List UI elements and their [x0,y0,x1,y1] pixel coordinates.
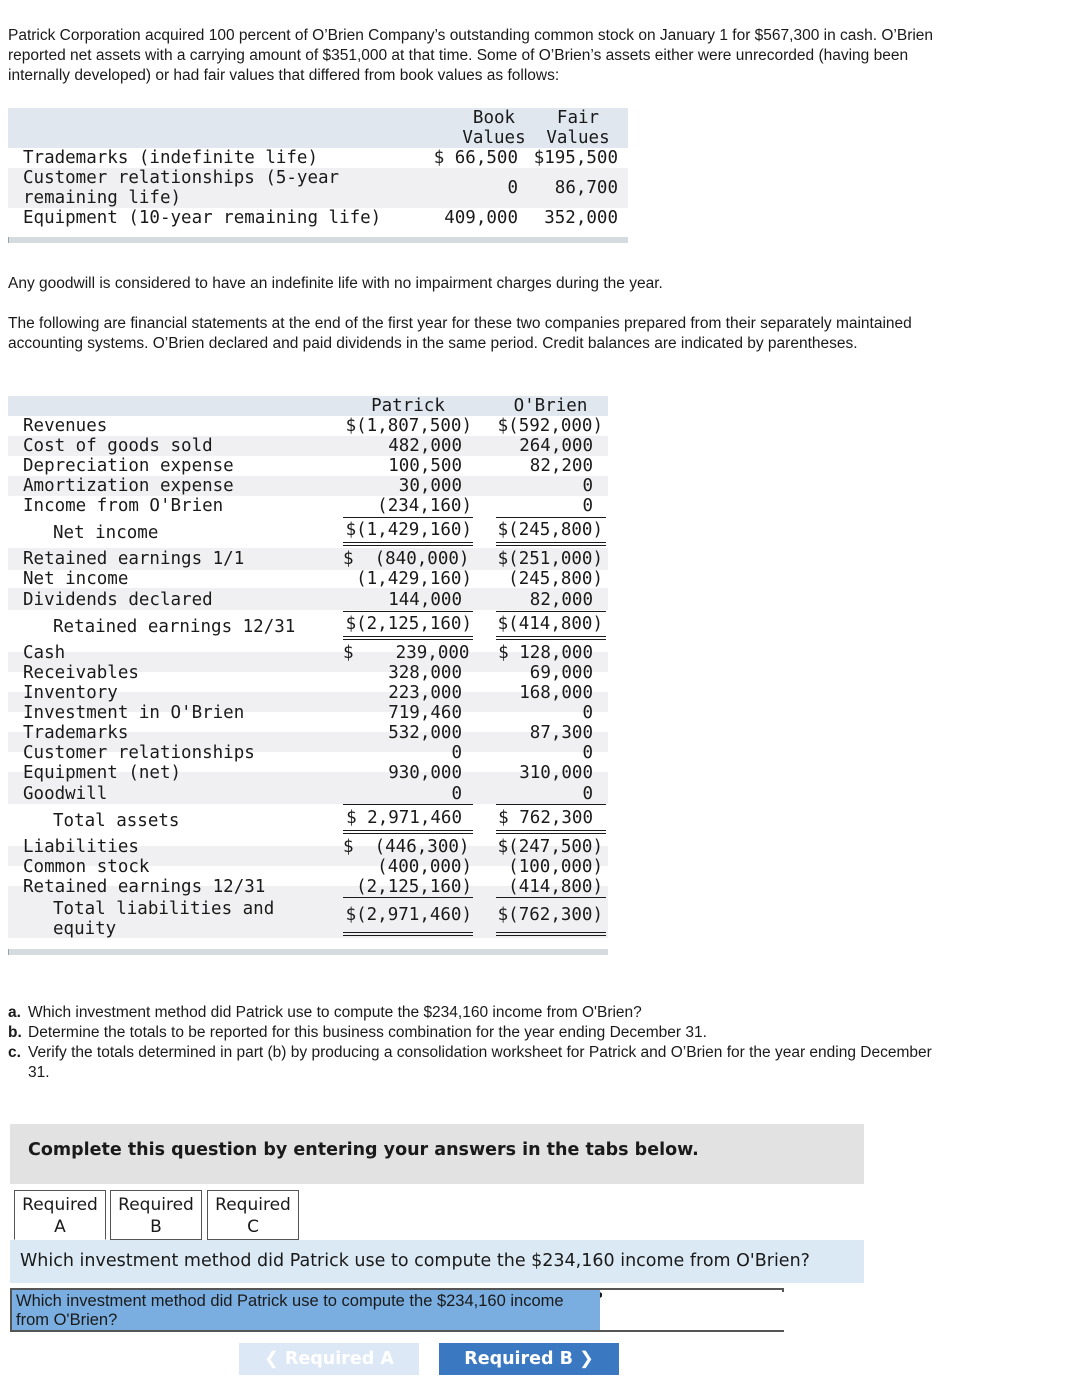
obrien-value: $(762,300) [497,905,603,925]
tab-sublabel: C [247,1217,259,1237]
tab-sublabel: A [54,1217,66,1237]
book-value: 0 [507,178,518,198]
patrick-value: $ (840,000) [343,549,470,569]
question-letter: c. [8,1044,21,1061]
book-value: 409,000 [444,208,518,228]
patrick-value: 223,000 [388,683,462,703]
row-label-subtotal: Net income [53,523,159,543]
tab-question-text: Which investment method did Patrick use to compute the $234,160 income from O'Brien? [20,1251,810,1271]
tab-label: Required [22,1195,98,1215]
fair-value-table [8,108,628,240]
underline [496,897,606,898]
row-label: Income from O'Brien [23,496,224,516]
question-list [8,1003,938,1083]
row-label: Net income [23,569,129,589]
patrick-value: 100,500 [388,456,462,476]
row-label-subtotal: Total assets [53,811,180,831]
tab-required-a[interactable] [14,1190,106,1240]
obrien-value: $(592,000) [497,416,603,436]
row-label: Amortization expense [23,476,234,496]
question-b [8,1023,938,1043]
patrick-value: 0 [451,743,462,763]
obrien-value: 87,300 [529,723,593,743]
row-label: Depreciation expense [23,456,234,476]
patrick-value: 532,000 [388,723,462,743]
chevron-left-icon: ❮ [264,1349,279,1369]
patrick-value: 328,000 [388,663,462,683]
obrien-value: 168,000 [519,683,593,703]
answer-label: Which investment method did Patrick use to compute the $234,160 income from O'Brien? [12,1290,600,1330]
double-underline [343,830,473,834]
next-required-button[interactable] [439,1343,619,1375]
row-label: Inventory [23,683,118,703]
patrick-value: $ 2,971,460 [346,808,462,828]
obrien-value: $(251,000) [497,549,603,569]
obrien-value: 82,000 [529,590,593,610]
chevron-right-icon: ❯ [579,1349,594,1369]
obrien-value: 69,000 [529,663,593,683]
obrien-value: $ 128,000 [498,643,593,663]
problem-intro: Patrick Corporation acquired 100 percent of O’Brien Company’s outstanding common stock on January 1 for $567,300 in cash. O’Brien reported net assets with a carrying amount of $351,000 at that time. Some of O’Brien’s assets either were unrecorded (having been internally developed) or had fair values that differed from book values as follows: [8,27,934,84]
tab-required-b[interactable] [110,1190,202,1240]
fair-value: 352,000 [544,208,618,228]
question-letter: b. [8,1024,22,1041]
row-label: Equipment (net) [23,763,182,783]
row-label: Customer relationships (5-year remaining life) [23,168,340,208]
question-c [8,1043,938,1083]
obrien-value: (245,800) [508,569,603,589]
underline [343,517,473,518]
row-label: Goodwill [23,784,108,804]
obrien-value: 82,200 [529,456,593,476]
row-label: Customer relationships [23,743,255,763]
patrick-value: (234,160) [377,496,472,516]
col-header-book-1: Book [472,108,516,128]
obrien-value: $(414,800) [497,614,603,634]
patrick-value: 144,000 [388,590,462,610]
obrien-value: 0 [582,784,593,804]
obrien-value: (100,000) [508,857,603,877]
patrick-value: $(1,429,160) [345,520,472,540]
obrien-value: $(247,500) [497,837,603,857]
col-header-fair-1: Fair [556,108,600,128]
row-label: Revenues [23,416,108,436]
table-bottom-rule [8,949,608,955]
patrick-value: $ (446,300) [343,837,470,857]
obrien-value: 0 [582,743,593,763]
patrick-value: 30,000 [398,476,462,496]
obrien-value: 0 [582,496,593,516]
underline [343,804,473,805]
patrick-value: 482,000 [388,436,462,456]
answer-row [10,1288,784,1332]
fair-value: 86,700 [554,178,618,198]
row-label: Common stock [23,857,150,877]
patrick-value: $(2,125,160) [345,614,472,634]
patrick-value: 0 [451,784,462,804]
book-value: $ 66,500 [433,148,518,168]
patrick-value: 930,000 [388,763,462,783]
tab-sublabel: B [150,1217,162,1237]
table-bottom-rule [8,237,628,243]
instruction-text: Complete this question by entering your answers in the tabs below. [28,1140,699,1160]
col-header-fair-2: Values [546,128,610,148]
row-label: Retained earnings 1/1 [23,549,245,569]
question-text: Determine the totals to be reported for this business combination for the year ending December 31. [28,1024,707,1041]
double-underline [496,542,606,546]
obrien-value: 0 [582,703,593,723]
fair-value: $195,500 [533,148,618,168]
col-header-obrien: O'Brien [513,396,588,416]
tab-question-bar [10,1240,864,1283]
obrien-value: 0 [582,476,593,496]
patrick-value: $(1,807,500) [345,416,472,436]
double-underline [496,932,606,936]
patrick-value: $ 239,000 [343,643,470,663]
col-header-patrick: Patrick [371,396,445,416]
tab-required-c[interactable] [207,1190,299,1240]
patrick-value: (400,000) [377,857,472,877]
question-a [8,1003,938,1023]
patrick-value: (1,429,160) [356,569,472,589]
underline [496,611,606,612]
row-label: Cash [23,643,66,663]
tab-label: Required [118,1195,194,1215]
patrick-value: 719,460 [388,703,462,723]
double-underline [343,542,473,546]
double-underline [496,830,606,834]
question-text: Which investment method did Patrick use to compute the $234,160 income from O'Brien? [28,1004,642,1021]
next-button-label: Required B [464,1349,574,1369]
row-label: Cost of goods sold [23,436,213,456]
row-label-subtotal: Total liabilities and equity [53,899,275,939]
row-label: Equipment (10-year remaining life) [23,208,382,228]
question-text: Verify the totals determined in part (b) by producing a consolidation worksheet for Patrick and O’Brien for the year ending December 31. [28,1044,932,1081]
obrien-value: $(245,800) [497,520,603,540]
patrick-value: (2,125,160) [356,877,472,897]
tab-label: Required [215,1195,291,1215]
prev-required-button[interactable] [239,1343,419,1375]
answer-input[interactable] [602,1292,786,1330]
underline [343,611,473,612]
goodwill-note: Any goodwill is considered to have an indefinite life with no impairment charges during the year. [8,275,663,292]
prev-button-label: Required A [284,1349,394,1369]
double-underline [496,636,606,640]
obrien-value: $ 762,300 [498,808,593,828]
instruction-banner [10,1124,864,1184]
row-label: Trademarks (indefinite life) [23,148,319,168]
col-header-book-2: Values [462,128,526,148]
double-underline [343,636,473,640]
obrien-value: 310,000 [519,763,593,783]
row-label: Retained earnings 12/31 [23,877,266,897]
double-underline [343,932,473,936]
underline [343,897,473,898]
row-label-subtotal: Retained earnings 12/31 [53,617,296,637]
row-label: Liabilities [23,837,139,857]
underline [496,517,606,518]
row-label: Dividends declared [23,590,213,610]
row-label: Trademarks [23,723,129,743]
financial-statements-table [8,396,608,952]
patrick-value: $(2,971,460) [345,905,472,925]
question-letter: a. [8,1004,21,1021]
statements-intro: The following are financial statements at the end of the first year for these two companies prepared from their separately maintained accounting systems. O’Brien declared and paid dividends in the same period. Credit balances are indicated by parentheses. [8,315,912,352]
obrien-value: 264,000 [519,436,593,456]
row-label: Investment in O'Brien [23,703,245,723]
obrien-value: (414,800) [508,877,603,897]
underline [496,804,606,805]
row-label: Receivables [23,663,139,683]
